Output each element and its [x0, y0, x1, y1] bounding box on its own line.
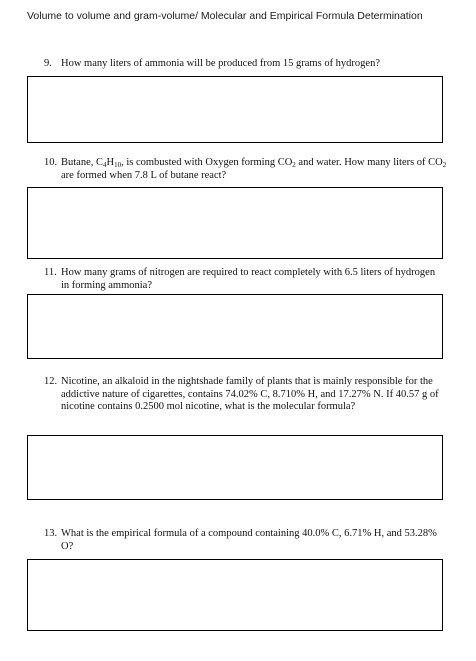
question-9	[44, 58, 454, 71]
question-number: 10.	[44, 157, 58, 168]
question-number: 11.	[44, 267, 57, 278]
question-13	[44, 528, 448, 553]
answer-box-9[interactable]	[27, 76, 443, 143]
answer-box-13[interactable]	[27, 559, 443, 631]
question-number: 12.	[44, 376, 58, 387]
worksheet-title: Volume to volume and gram-volume/ Molecular and Empirical Formula Determination	[27, 10, 423, 22]
answer-box-11[interactable]	[27, 294, 443, 359]
question-12	[44, 376, 452, 414]
answer-box-12[interactable]	[27, 435, 443, 500]
question-number: 9.	[44, 58, 52, 69]
question-10	[44, 157, 449, 182]
question-text: What is the empirical formula of a compound containing 40.0% C, 6.71% H, and 53.28% O?	[61, 528, 437, 552]
question-text: How many grams of nitrogen are required to react completely with 6.5 liters of hydrogen in forming ammonia?	[61, 267, 436, 291]
question-number: 13.	[44, 528, 58, 539]
answer-box-10[interactable]	[27, 187, 443, 259]
question-text: How many liters of ammonia will be produced from 15 grams of hydrogen?	[61, 58, 381, 69]
question-11	[44, 267, 444, 292]
question-text: Nicotine, an alkaloid in the nightshade family of plants that is mainly responsible for the addictive nature of cigarettes, contains 74.02% C, 8.710% H, and 17.27% N. If 40.57 g of nicotine contains 0.2500 mol nicotine, what is the molecular formula?	[61, 376, 439, 412]
question-text: Butane, $C_4H_{10}$, is combusted with Oxygen forming $CO_2$ and water. How many liters of $CO_2$ are formed when 7.8 L of butane react?	[61, 157, 447, 181]
